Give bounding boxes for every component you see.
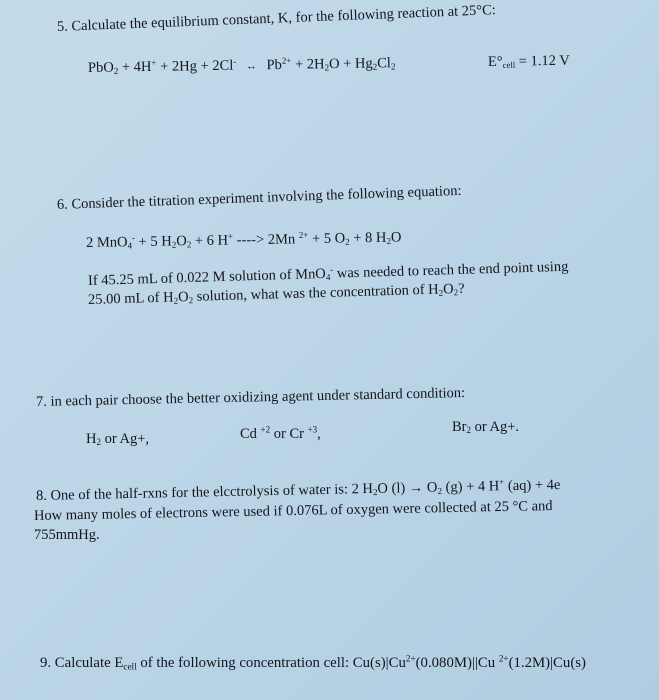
q8-text: How many moles of electrons were used if 0.076L of oxygen were collected at 25 °C and [33,498,553,524]
eq-text: + 2Hg + 2Cl [156,57,234,75]
eq-text: + 6 H [191,232,229,250]
q8-line3 [34,528,100,543]
eq-sub: 2 [466,425,471,436]
ecell-sub: cell [502,59,516,70]
eq-sub: 2 [453,287,459,298]
q6-text: 25.00 mL of H [87,289,174,308]
eq-sub: 2 [386,235,392,246]
eq-sub: 2 [345,236,350,247]
ecell-label: E° [487,53,503,70]
q8-text: (g) + 4 H [441,478,500,496]
q8-line2 [34,499,553,523]
eq-sub: 2 [437,485,443,496]
q7-text: or Ag+. [471,419,520,435]
q7-pair-1 [86,432,149,447]
eq-sub: 2 [372,61,378,72]
q7-text: or Cr [270,426,308,442]
q9-text: (1.2M)|Cu(s) [508,655,586,671]
eq-sup: - [233,56,237,67]
eq-sup: 2+ [281,55,292,66]
eq-sub: 2 [438,287,444,298]
q6-text: was needed to reach the end point using [333,258,569,282]
eq-sub: 2 [324,62,330,73]
q5-ecell [488,54,570,70]
eq-text: O [176,233,187,250]
eq-text: 2 MnO [85,234,128,251]
q5-prompt-text: 5. Calculate the equilibrium constant, K, for the following reaction at 25°C: [56,2,497,35]
eq-sup: 2+ [298,229,309,240]
eq-sub: 2 [173,295,179,306]
eq-sub: 4 [127,240,133,251]
q7-text: , [317,426,321,442]
reaction-arrow: ----> 2Mn [232,231,299,249]
eq-sup: + [151,57,157,68]
q6-text: O [442,281,454,298]
q6-text: solution, what was the concentration of H [192,281,439,305]
eq-sub: cell [123,661,137,672]
eq-sub: 2 [171,239,177,250]
ecell-value: = 1.12 V [515,52,570,70]
eq-sup: - [131,232,135,243]
q7-text: Cd [240,426,261,442]
eq-text: + 4H [118,59,152,76]
q5-equation [88,56,396,75]
eq-sub: 4 [325,272,331,283]
eq-sub: 2 [188,295,194,306]
q9-text: of the following concentration cell: Cu(s)|Cu [136,655,406,671]
eq-sub: 2 [390,61,396,72]
q9-text: (0.080M)||Cu [415,655,499,671]
eq-text: Cl [377,55,392,72]
eq-sup: +2 [260,424,271,435]
q6-prompt-text: 6. Consider the titration experiment involving the following equation: [56,182,462,213]
q7-text: or Ag+, [100,431,150,447]
eq-sub: 2 [186,239,192,250]
eq-text: PbO [87,59,114,76]
equilibrium-arrow-icon: ↔ [245,60,258,73]
q6-text: ? [457,280,465,298]
eq-text: + 5 O [308,230,346,248]
q7-prompt-text: 7. in each pair choose the better oxidizing agent under standard condition: [35,385,466,410]
eq-sub: 2 [96,437,101,448]
q6-equation [86,230,402,250]
q5-prompt [57,3,496,34]
q7-prompt [36,386,465,409]
q8-text: 8. One of the half-rxns for the elcctrolysis of water is: 2 H [35,480,374,504]
eq-text: O [390,229,402,246]
eq-sup: + [227,231,234,242]
eq-text: + 2H [291,56,325,73]
q6-text: O [177,289,189,306]
eq-text: Pb [266,56,282,74]
q7-text: Br [452,419,467,435]
eq-sup: - [330,264,334,275]
q7-pair-3 [452,420,519,435]
eq-sub: 2 [113,65,119,76]
q6-text: If 45.25 mL of 0.022 M solution of MnO [87,265,327,289]
eq-sub: 2 [372,487,378,498]
eq-sup: 2+ [498,653,509,664]
eq-sup: 2+ [405,653,416,664]
q8-text: 755mmHg. [34,527,100,543]
eq-text: + 5 H [134,233,172,251]
eq-text: + 8 H [349,229,387,247]
eq-sup: +3 [307,424,318,435]
q6-prompt [57,184,462,213]
eq-text: O + Hg [328,55,373,73]
q9-line [40,653,586,672]
q7-text: H [86,431,97,447]
q8-text: (aq) + 4e [504,477,561,495]
q8-text: O (l) → O [377,479,438,497]
eq-sup: + [499,476,505,487]
q9-text: 9. Calculate E [40,655,124,671]
q7-pair-2 [240,424,321,442]
